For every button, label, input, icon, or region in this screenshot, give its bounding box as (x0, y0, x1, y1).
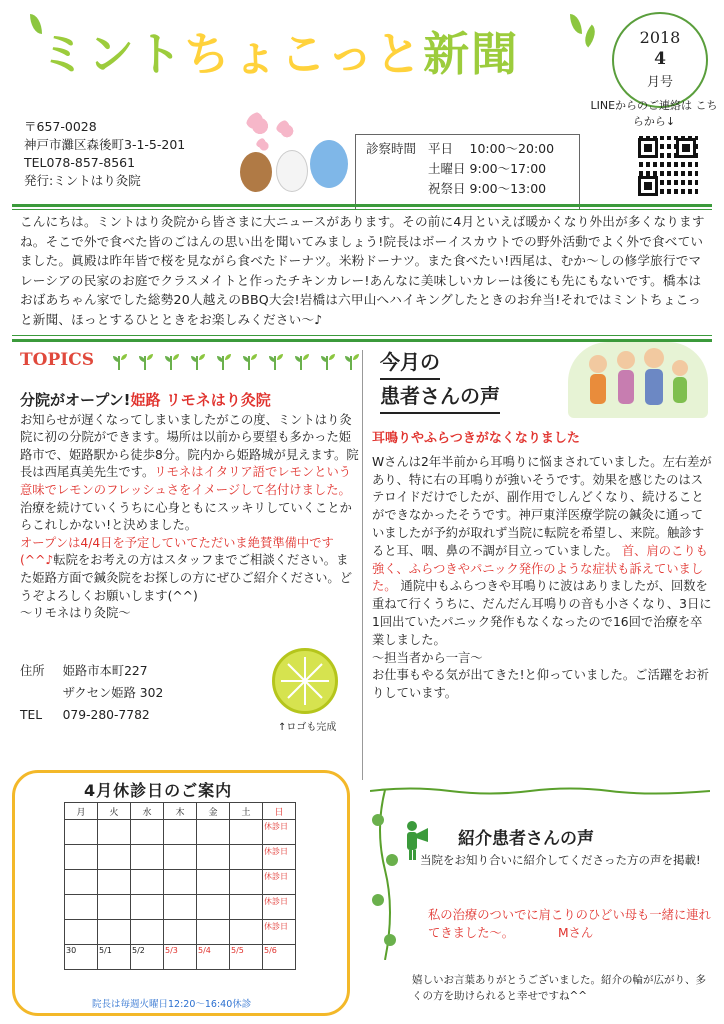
weekday-header: 日 (263, 803, 296, 820)
hours-day: 平日 (428, 141, 454, 156)
holiday-mark: 休診日 (263, 870, 296, 895)
sprout-icon (170, 356, 180, 370)
divider (12, 204, 712, 207)
lemon-logo-icon (272, 648, 338, 714)
divider (12, 209, 712, 210)
issue-month: 4 (654, 49, 666, 69)
calendar-day: 5/3 (164, 945, 197, 970)
sprout-icon (222, 356, 232, 370)
divider (12, 335, 712, 336)
holiday-mark: 休診日 (263, 895, 296, 920)
topics-heading-red: 姫路 リモネはり灸院 (130, 391, 271, 409)
topics-highlight: リモネはイタリア語でレモンという意味でレモンのフレッシュさをイメージして名付けました。 (20, 465, 352, 497)
voice-highlight: 首、肩のこりも強く、ふらつきやパニック発作のような症状も訴えていました。 (372, 543, 708, 594)
voice-heading (380, 346, 500, 414)
holiday-mark: 休診日 (263, 920, 296, 945)
referral-heading: 紹介患者さんの声 (458, 829, 594, 849)
newsletter-title: ミントちょこっと新聞 (40, 27, 520, 81)
topics-sign: ～リモネはり灸院～ (20, 606, 131, 621)
calendar-day: 5/2 (131, 945, 164, 970)
footer-message: 嬉しいお言葉ありがとうございました。紹介の輪が広がり、多くの方を助けられると幸せですね^^ (412, 974, 706, 1002)
hours-time: 10:00～20:00 (469, 141, 555, 156)
line-contact-note: LINEからのご連絡は こちらから↓ (590, 99, 718, 128)
referral-quote (428, 906, 718, 942)
weekday-header: 木 (164, 803, 197, 820)
postal-code: 〒657-0028 (24, 119, 97, 134)
calendar-day: 30 (65, 945, 98, 970)
weekday-header: 金 (197, 803, 230, 820)
topics-paragraph: 治療を続けていくうちに心身ともにスッキリしていくことからこれしかない!と決めました。 (20, 500, 352, 533)
holiday-calendar (64, 802, 296, 970)
voice-paragraph: Wさんは2年半前から耳鳴りに悩まされていました。左右差があり、特に右の耳鳴りが強いそうです。効果を感じたのはステロイドだけでしたが、副作用でしんどくなり、続けることができなかったそうです。神戸東洋医療学院の鍼灸に通っていましたが予約が取れず当院に転院を希望し、来院。触診すると耳、咽、鼻の不調が目立っていました。 (372, 454, 712, 558)
sprout-icon (118, 356, 128, 370)
hours-time: 9:00～17:00 (469, 161, 547, 176)
calendar-week (65, 870, 296, 895)
calendar-week (65, 895, 296, 920)
column-divider (362, 350, 363, 780)
sprout-icon (196, 356, 206, 370)
staff-comment-label: ～担当者から一言～ (372, 650, 483, 665)
calendar-week (65, 945, 296, 970)
logo-caption: ↑ロゴも完成 (278, 722, 337, 733)
calendar-note: 院長は毎週火曜日12:20～16:40休診 (92, 999, 252, 1010)
issue-year: 2018 (639, 28, 681, 47)
sprout-icon (300, 356, 310, 370)
voice-paragraph: 通院中もふらつきや耳鳴りに波はありましたが、回数を重ねて行くうちに、だんだん耳鳴りの音も小さくなり、3日に1回出ていたパニック発作もなくなったので16回で治療を卒業しました。 (372, 579, 712, 647)
cherry-blossom-icon (276, 120, 298, 142)
family-illustration (568, 342, 708, 418)
referral-quote-text: 私の治療のついでに肩こりのひどい母も一緒に連れてきました～。 (428, 908, 711, 940)
calendar-day: 5/5 (230, 945, 263, 970)
referral-text: 当院をお知り合いに紹介してくださった方の声を掲載! (420, 853, 701, 867)
hours-day: 祝祭日 (428, 181, 466, 196)
leaf-icon (570, 14, 582, 34)
topics-highlight: オープンは4/4日を予定していてただいま絶賛準備中です(^^♪ (20, 535, 334, 568)
calendar-day: 5/6 (263, 945, 296, 970)
calendar-week (65, 820, 296, 845)
branch-address-1: 姫路市本町227 (62, 664, 148, 678)
calendar-day: 5/1 (98, 945, 131, 970)
family-people-icon (568, 342, 708, 418)
lemon-segments-icon (275, 651, 335, 711)
voice-heading-line1: 今月の (380, 346, 440, 380)
weekday-header: 火 (98, 803, 131, 820)
holiday-mark: 休診日 (263, 820, 296, 845)
clinic-address-block (24, 118, 185, 190)
sprout-icon (350, 356, 360, 370)
issue-badge (612, 12, 708, 108)
branch-tel: 079-280-7782 (62, 708, 150, 722)
clinic-address: 神戸市灘区森後町3-1-5-201 (24, 137, 186, 152)
vine-decoration-icon (370, 786, 710, 796)
clinic-hours-box (355, 134, 580, 210)
tel-label: TEL (20, 708, 43, 722)
voice-article (372, 430, 712, 703)
topics-article (20, 392, 360, 623)
rabbit-character-icon (276, 150, 308, 192)
voice-headline: 耳鳴りやふらつきがなくなりました (372, 431, 580, 446)
topics-paragraph: 転院をお考えの方はスタッフまでご相談ください。また姫路方面で鍼灸院をお探しの方にぜひご紹介ください。どうぞよろしくお願いします(^^) (20, 553, 353, 603)
leaf-icon (579, 24, 601, 47)
branch-contact (20, 660, 181, 726)
topics-label: TOPICS (20, 350, 95, 370)
clinic-tel: TEL078-857-8561 (24, 155, 136, 170)
topics-heading (20, 392, 360, 410)
bear-character-icon (240, 152, 272, 192)
sprout-icon (144, 356, 154, 370)
sprout-icon (274, 356, 284, 370)
elephant-character-icon (310, 140, 348, 188)
hours-time: 9:00～13:00 (469, 181, 547, 196)
cherry-blossom-icon (246, 112, 274, 140)
weekday-header: 水 (131, 803, 164, 820)
weekday-header: 月 (65, 803, 98, 820)
topics-heading-plain: 分院がオープン! (20, 391, 131, 409)
topics-paragraph: お知らせが遅くなってしまいましたがこの度、ミントはり灸院に初の分院ができます。場所は以前から要望も多かった姫路市で、姫路駅から徒歩8分。院内から姫路城が見えます。院長は西尾真美先生です。 (20, 412, 359, 480)
sprout-icon (248, 356, 258, 370)
calendar-week (65, 920, 296, 945)
weekday-header: 土 (230, 803, 263, 820)
staff-comment: お仕事もやる気が出てきた!と仰っていました。ご活躍をお祈りしています。 (372, 668, 709, 701)
qr-code-icon[interactable] (636, 136, 698, 198)
calendar-day: 5/4 (197, 945, 230, 970)
vine-decoration-icon (370, 790, 400, 960)
issue-unit: 月号 (646, 75, 673, 90)
calendar-title: 4月休診日のご案内 (84, 781, 233, 800)
hours-label: 診察時間 (366, 141, 417, 156)
address-label: 住所 (20, 664, 45, 678)
hours-day: 土曜日 (428, 161, 466, 176)
holiday-mark: 休診日 (263, 845, 296, 870)
publisher: 発行:ミントはり灸院 (24, 173, 141, 188)
branch-address-2: ザクセン姫路 302 (62, 686, 164, 700)
voice-heading-line2: 患者さんの声 (380, 380, 500, 414)
sprout-icon (326, 356, 336, 370)
intro-text: こんにちは。ミントはり灸院から皆さまに大ニュースがあります。その前に4月といえば暖かくなり外出が多くなりますね。そこで外で食べた皆のごはんの思い出を聞いてみましょう!院長はボーイスカウトでの野外活動でよく外で食べていました。眞殿は昨年皆で桜を見ながら食べたドーナツ。米粉ドーナツ。また食べたい!西尾は、むか～しの修学旅行でマレーシアの民家のお庭でクラスメイトと作ったチキンカレー!あんなに美味しいカレーは後にも先にもないです。橋本はおばあちゃん家でした総勢20人越えのBBQ大会!岩橋は六甲山へハイキングしたときのお弁当!それではミントちょこっと新聞、ほっとするひとときをお楽しみください～♪ (20, 214, 705, 327)
referral-quote-author: Mさん (558, 926, 594, 940)
calendar-week (65, 845, 296, 870)
